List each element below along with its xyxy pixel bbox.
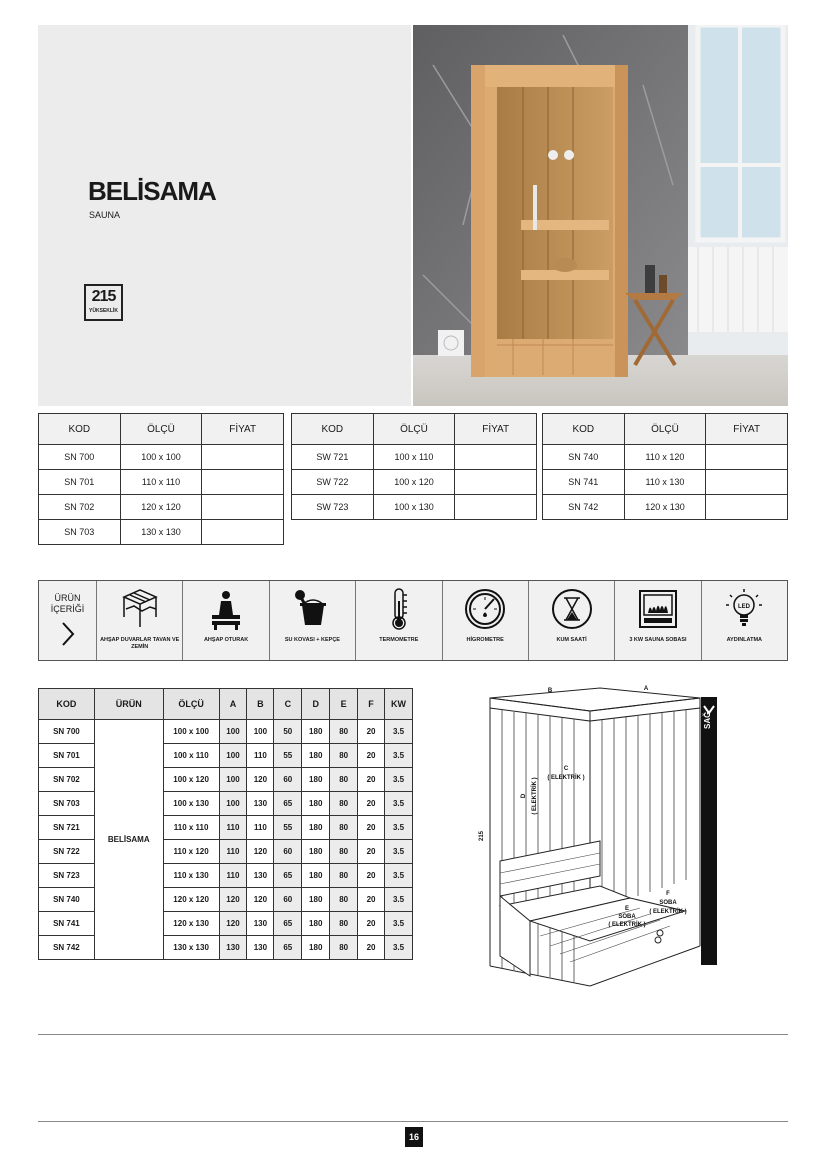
- cell-c: 65: [274, 912, 302, 936]
- cell-kw: 3.5: [385, 720, 413, 744]
- cell-size: 100 x 130: [163, 792, 219, 816]
- cell-a: 100: [219, 792, 247, 816]
- header-kw: KW: [385, 689, 413, 720]
- diagram-label-f: F: [666, 891, 670, 897]
- sauna-dimension-diagram: [470, 676, 790, 1006]
- cell-f: 20: [358, 816, 385, 840]
- cell-c: 65: [274, 864, 302, 888]
- cell-d: 180: [302, 744, 330, 768]
- product-contents-heading-line2: İÇERİĞİ: [50, 604, 85, 614]
- cell-c: 65: [274, 936, 302, 960]
- cell-a: 110: [219, 840, 247, 864]
- cell-b: 130: [247, 912, 274, 936]
- cell-a: 110: [219, 816, 247, 840]
- cell-size: 110 x 110: [163, 816, 219, 840]
- height-badge: [84, 284, 123, 321]
- diagram-label-f-soba: SOBA: [659, 900, 677, 906]
- cell-d: 180: [302, 768, 330, 792]
- cell-product-name: BELİSAMA: [94, 720, 163, 960]
- diagram-label-e: E: [624, 906, 630, 912]
- feature-thermometer: [355, 581, 441, 660]
- cell-code: SN 740: [39, 888, 95, 912]
- feature-bucket-ladle: [269, 581, 355, 660]
- cell-code: SN 742: [543, 495, 625, 520]
- feature-hourglass: [528, 581, 614, 660]
- cell-f: 20: [358, 792, 385, 816]
- table-row: [543, 445, 788, 470]
- cell-kw: 3.5: [385, 840, 413, 864]
- cell-b: 100: [247, 720, 274, 744]
- cell-price: [202, 445, 284, 470]
- cell-kw: 3.5: [385, 792, 413, 816]
- cell-e: 80: [330, 816, 358, 840]
- cell-code: SN 742: [39, 936, 95, 960]
- cell-code: SN 722: [39, 840, 95, 864]
- cell-d: 180: [302, 840, 330, 864]
- diagram-height-label: 215: [479, 830, 485, 842]
- header-a: A: [219, 689, 247, 720]
- header-b: B: [247, 689, 274, 720]
- cell-size: 110 x 120: [624, 445, 706, 470]
- cell-size: 130 x 130: [163, 936, 219, 960]
- cell-size: 100 x 120: [373, 470, 455, 495]
- cell-f: 20: [358, 720, 385, 744]
- cell-e: 80: [330, 864, 358, 888]
- cell-kw: 3.5: [385, 888, 413, 912]
- cell-size: 100 x 120: [163, 768, 219, 792]
- diagram-label-d: D: [521, 793, 527, 799]
- header-kod: KOD: [292, 414, 374, 445]
- cell-a: 100: [219, 720, 247, 744]
- header-d: D: [302, 689, 330, 720]
- cell-f: 20: [358, 864, 385, 888]
- cell-f: 20: [358, 912, 385, 936]
- header-olcu: ÖLÇÜ: [120, 414, 202, 445]
- cell-kw: 3.5: [385, 864, 413, 888]
- feature-lighting: [701, 581, 787, 660]
- price-table-1: [38, 413, 284, 545]
- cell-price: [706, 445, 788, 470]
- diagram-label-f-note: ( ELEKTRİK ): [649, 909, 687, 915]
- cell-c: 55: [274, 816, 302, 840]
- cell-code: SN 701: [39, 744, 95, 768]
- cell-size: 120 x 120: [120, 495, 202, 520]
- cell-code: SN 701: [39, 470, 121, 495]
- cell-code: SW 721: [292, 445, 374, 470]
- cell-c: 60: [274, 768, 302, 792]
- svg-text:LED: LED: [738, 604, 751, 610]
- table-header-row: [39, 689, 413, 720]
- cell-code: SN 703: [39, 520, 121, 545]
- header-kod: KOD: [543, 414, 625, 445]
- cell-e: 80: [330, 720, 358, 744]
- side-indicator-bar: [701, 697, 717, 965]
- cell-b: 110: [247, 816, 274, 840]
- cell-size: 100 x 100: [120, 445, 202, 470]
- cell-size: 110 x 110: [120, 470, 202, 495]
- feature-label: HİGROMETRE: [466, 637, 504, 643]
- table-header-row: [292, 414, 537, 445]
- cell-size: 120 x 130: [624, 495, 706, 520]
- header-olcu: ÖLÇÜ: [163, 689, 219, 720]
- chevron-right-icon: [60, 621, 76, 647]
- thermometer-icon: [375, 587, 423, 631]
- cell-kw: 3.5: [385, 912, 413, 936]
- cell-f: 20: [358, 936, 385, 960]
- cell-a: 120: [219, 888, 247, 912]
- header-c: C: [274, 689, 302, 720]
- cell-a: 130: [219, 936, 247, 960]
- cell-d: 180: [302, 792, 330, 816]
- cell-price: [706, 470, 788, 495]
- footer-divider-top: [38, 1034, 788, 1035]
- cell-f: 20: [358, 888, 385, 912]
- page-number: 16: [405, 1127, 423, 1147]
- feature-wood-seat: [182, 581, 268, 660]
- feature-label: AHŞAP OTURAK: [203, 637, 249, 643]
- cell-e: 80: [330, 912, 358, 936]
- height-badge-unit: YÜKSEKLİK: [89, 308, 118, 314]
- table-row: [39, 445, 284, 470]
- cell-kw: 3.5: [385, 936, 413, 960]
- cell-code: SW 722: [292, 470, 374, 495]
- diagram-label-b: B: [547, 688, 553, 694]
- diagram-label-d-note: ( ELEKTRİK ): [532, 777, 538, 815]
- cell-c: 50: [274, 720, 302, 744]
- cell-e: 80: [330, 936, 358, 960]
- spec-table: [38, 688, 413, 960]
- feature-label: TERMOMETRE: [379, 637, 419, 643]
- cell-code: SN 741: [543, 470, 625, 495]
- cell-price: [202, 470, 284, 495]
- cell-price: [202, 520, 284, 545]
- table-row: [292, 470, 537, 495]
- product-title: BELİSAMA: [88, 176, 216, 206]
- cell-size: 110 x 130: [163, 864, 219, 888]
- cell-kw: 3.5: [385, 744, 413, 768]
- table-row: [39, 520, 284, 545]
- cell-code: SW 723: [292, 495, 374, 520]
- cell-code: SN 740: [543, 445, 625, 470]
- footer-divider-bottom: [38, 1121, 788, 1122]
- price-table-2: [291, 413, 537, 520]
- table-row: [292, 445, 537, 470]
- header-fiyat: FİYAT: [706, 414, 788, 445]
- table-row: [39, 470, 284, 495]
- header-e: E: [330, 689, 358, 720]
- cell-b: 120: [247, 840, 274, 864]
- cell-code: SN 702: [39, 495, 121, 520]
- cell-e: 80: [330, 768, 358, 792]
- cell-a: 110: [219, 864, 247, 888]
- header-kod: KOD: [39, 689, 95, 720]
- header-olcu: ÖLÇÜ: [373, 414, 455, 445]
- price-table-3: [542, 413, 788, 520]
- hygrometer-icon: [461, 587, 509, 631]
- feature-label: KUM SAATİ: [556, 637, 587, 643]
- feature-label: AYDINLATMA: [726, 637, 763, 643]
- cell-b: 120: [247, 768, 274, 792]
- cell-f: 20: [358, 768, 385, 792]
- cell-c: 60: [274, 840, 302, 864]
- cell-kw: 3.5: [385, 768, 413, 792]
- cell-code: SN 700: [39, 720, 95, 744]
- header-f: F: [358, 689, 385, 720]
- cell-c: 55: [274, 744, 302, 768]
- side-label: SAĞ: [703, 711, 712, 729]
- cell-b: 120: [247, 888, 274, 912]
- table-row: [39, 495, 284, 520]
- wood-seat-icon: [202, 587, 250, 631]
- diagram-label-c-note: ( ELEKTRİK ): [547, 775, 585, 781]
- product-contents-heading: [39, 581, 96, 660]
- wood-walls-icon: [116, 587, 164, 631]
- cell-d: 180: [302, 720, 330, 744]
- cell-e: 80: [330, 840, 358, 864]
- cell-d: 180: [302, 816, 330, 840]
- cell-e: 80: [330, 792, 358, 816]
- diagram-label-a: A: [643, 686, 649, 692]
- cell-code: SN 721: [39, 816, 95, 840]
- diagram-label-c: C: [563, 766, 569, 772]
- cell-a: 100: [219, 744, 247, 768]
- feature-hygrometer: [442, 581, 528, 660]
- header-fiyat: FİYAT: [202, 414, 284, 445]
- table-row: [543, 495, 788, 520]
- cell-size: 130 x 130: [120, 520, 202, 545]
- product-contents-heading-line1: ÜRÜN: [54, 593, 81, 603]
- feature-sauna-stove: [614, 581, 700, 660]
- diagram-label-e-soba: SOBA: [618, 914, 636, 920]
- product-contents-strip: [38, 580, 788, 661]
- cell-price: [455, 445, 537, 470]
- table-row: [292, 495, 537, 520]
- feature-label: SU KOVASI + KEPÇE: [284, 637, 340, 643]
- cell-d: 180: [302, 864, 330, 888]
- header-urun: ÜRÜN: [94, 689, 163, 720]
- cell-price: [706, 495, 788, 520]
- diagram-label-e-note: ( ELEKTRİK ): [608, 922, 646, 928]
- cell-f: 20: [358, 840, 385, 864]
- cell-size: 110 x 120: [163, 840, 219, 864]
- cell-price: [455, 470, 537, 495]
- feature-label: 3 KW SAUNA SOBASI: [629, 637, 687, 643]
- cell-d: 180: [302, 888, 330, 912]
- led-bulb-icon: [720, 587, 768, 631]
- table-header-row: [39, 414, 284, 445]
- cell-b: 130: [247, 864, 274, 888]
- table-row: [543, 470, 788, 495]
- height-badge-value: 215: [91, 288, 116, 305]
- feature-wood-walls: [96, 581, 182, 660]
- cell-b: 130: [247, 936, 274, 960]
- cell-size: 120 x 130: [163, 912, 219, 936]
- cell-size: 110 x 130: [624, 470, 706, 495]
- cell-code: SN 723: [39, 864, 95, 888]
- cell-e: 80: [330, 744, 358, 768]
- cell-b: 110: [247, 744, 274, 768]
- cell-c: 65: [274, 792, 302, 816]
- cell-size: 100 x 100: [163, 720, 219, 744]
- product-photo: [413, 25, 788, 406]
- header-olcu: ÖLÇÜ: [624, 414, 706, 445]
- bucket-ladle-icon: [288, 587, 336, 631]
- hourglass-icon: [548, 587, 596, 631]
- sauna-stove-icon: [634, 587, 682, 631]
- cell-code: SN 741: [39, 912, 95, 936]
- cell-code: SN 702: [39, 768, 95, 792]
- product-subtitle: SAUNA: [89, 210, 121, 220]
- cell-b: 130: [247, 792, 274, 816]
- cell-price: [455, 495, 537, 520]
- cell-size: 100 x 130: [373, 495, 455, 520]
- cell-size: 120 x 120: [163, 888, 219, 912]
- header-fiyat: FİYAT: [455, 414, 537, 445]
- cell-kw: 3.5: [385, 816, 413, 840]
- cell-code: SN 700: [39, 445, 121, 470]
- table-row: [39, 720, 413, 744]
- cell-e: 80: [330, 888, 358, 912]
- feature-label: AHŞAP DUVARLAR TAVAN VE ZEMİN: [100, 637, 180, 650]
- cell-d: 180: [302, 912, 330, 936]
- header-kod: KOD: [39, 414, 121, 445]
- cell-c: 60: [274, 888, 302, 912]
- cell-d: 180: [302, 936, 330, 960]
- cell-price: [202, 495, 284, 520]
- table-header-row: [543, 414, 788, 445]
- cell-size: 100 x 110: [163, 744, 219, 768]
- cell-f: 20: [358, 744, 385, 768]
- cell-a: 100: [219, 768, 247, 792]
- cell-size: 100 x 110: [373, 445, 455, 470]
- cell-code: SN 703: [39, 792, 95, 816]
- cell-a: 120: [219, 912, 247, 936]
